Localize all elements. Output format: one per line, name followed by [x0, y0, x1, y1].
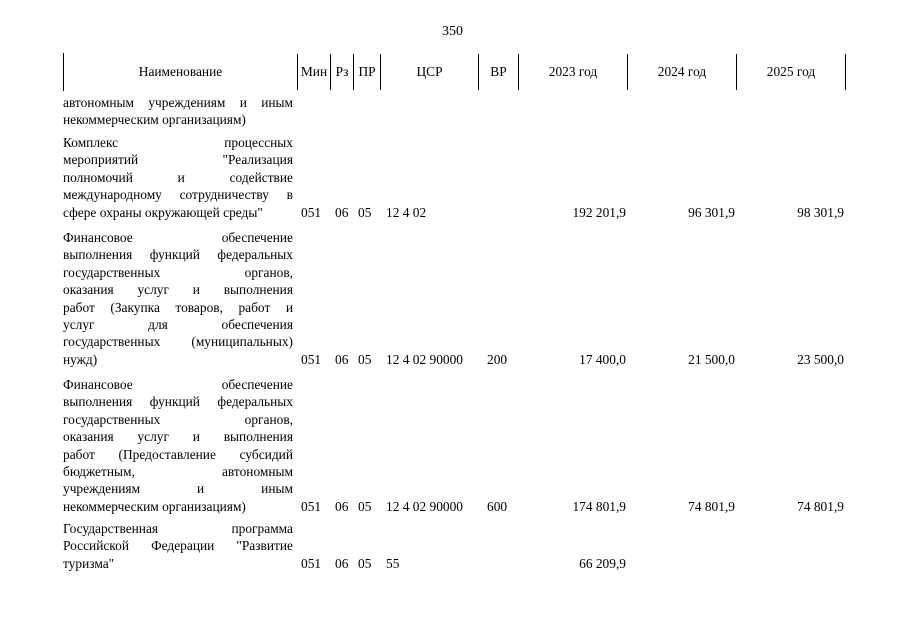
- page-number: 350: [442, 24, 463, 39]
- cell-2023: 192 201,9: [572, 204, 626, 220]
- cell-2024: 74 801,9: [688, 498, 735, 514]
- cell-min: 051: [301, 351, 322, 367]
- cell-csr: 12 4 02 90000: [386, 351, 463, 367]
- row-name: [63, 229, 293, 368]
- row-name-line: Российской Федерации "Развитие: [63, 538, 293, 554]
- row-name-line: некоммерческим организациям): [63, 112, 246, 128]
- cell-2025: 74 801,9: [797, 498, 844, 514]
- row-name-line: работ (Закупка товаров, работ и: [63, 299, 293, 315]
- row-name-line: туризма": [63, 555, 115, 571]
- row-name-line: Финансовое обеспечение: [63, 230, 293, 245]
- cell-min: 051: [301, 204, 322, 220]
- cell-csr: 12 4 02: [386, 204, 427, 220]
- row-name-line: Комплекс процессных: [63, 135, 293, 150]
- cell-2023: 66 209,9: [579, 555, 626, 571]
- cell-vr: 600: [487, 498, 508, 514]
- cell-pr: 05: [358, 351, 372, 367]
- row-name-line: выполнения функций федеральных: [63, 247, 293, 263]
- row-name: [63, 520, 293, 572]
- col-header-rz: Рз: [331, 54, 354, 90]
- col-header-2024: 2024 год: [628, 54, 737, 90]
- cell-rz: 06: [335, 351, 349, 367]
- cell-min: 051: [301, 555, 322, 571]
- row-name-line: нужд): [63, 351, 98, 367]
- cell-csr: 55: [386, 555, 400, 571]
- row-name-line: оказания услуг и выполнения: [63, 282, 293, 298]
- row-name: [63, 376, 293, 515]
- row-name-line: работ (Предоставление субсидий: [63, 446, 293, 462]
- row-name-line: международному сотрудничеству в: [63, 187, 293, 203]
- col-header-min: Мин: [298, 54, 331, 90]
- col-header-2023: 2023 год: [519, 54, 628, 90]
- row-name-line: некоммерческим организациям): [63, 498, 246, 514]
- row-name: [63, 134, 293, 221]
- row-name-line: государственных (муниципальных): [63, 334, 293, 350]
- cell-rz: 06: [335, 555, 349, 571]
- row-name-line: оказания услуг и выполнения: [63, 429, 293, 445]
- cell-2025: 98 301,9: [797, 204, 844, 220]
- row-name-line: государственных органов,: [63, 264, 293, 280]
- row-name-line: Финансовое обеспечение: [63, 377, 293, 392]
- cell-csr: 12 4 02 90000: [386, 498, 463, 514]
- row-name-line: Государственная программа: [63, 521, 293, 536]
- cell-2023: 17 400,0: [579, 351, 626, 367]
- col-header-csr: ЦСР: [381, 54, 479, 90]
- table-header: [63, 53, 816, 91]
- cell-2024: 96 301,9: [688, 204, 735, 220]
- row-name-line: учреждениям и иным: [63, 481, 293, 497]
- row-name-line: бюджетным, автономным: [63, 463, 293, 479]
- row-name-line: государственных органов,: [63, 411, 293, 427]
- row-name-line: услуг для обеспечения: [63, 316, 293, 332]
- cell-vr: 200: [487, 351, 508, 367]
- col-header-pr: ПР: [354, 54, 381, 90]
- row-name-line: мероприятий "Реализация: [63, 152, 293, 168]
- row-name-line: выполнения функций федеральных: [63, 394, 293, 410]
- cell-pr: 05: [358, 498, 372, 514]
- cell-min: 051: [301, 498, 322, 514]
- col-header-2025: 2025 год: [737, 54, 846, 90]
- row-name-line: полномочий и содействие: [63, 169, 293, 185]
- col-header-vr: ВР: [479, 54, 519, 90]
- cell-pr: 05: [358, 204, 372, 220]
- cell-rz: 06: [335, 204, 349, 220]
- row-name-line: автономным учреждениям и иным: [63, 95, 293, 110]
- cell-2025: 23 500,0: [797, 351, 844, 367]
- cell-pr: 05: [358, 555, 372, 571]
- row-name-line: сфере охраны окружающей среды": [63, 204, 263, 220]
- row-name: [63, 94, 293, 129]
- cell-2024: 21 500,0: [688, 351, 735, 367]
- col-header-name: Наименование: [64, 54, 298, 90]
- cell-rz: 06: [335, 498, 349, 514]
- cell-2023: 174 801,9: [572, 498, 626, 514]
